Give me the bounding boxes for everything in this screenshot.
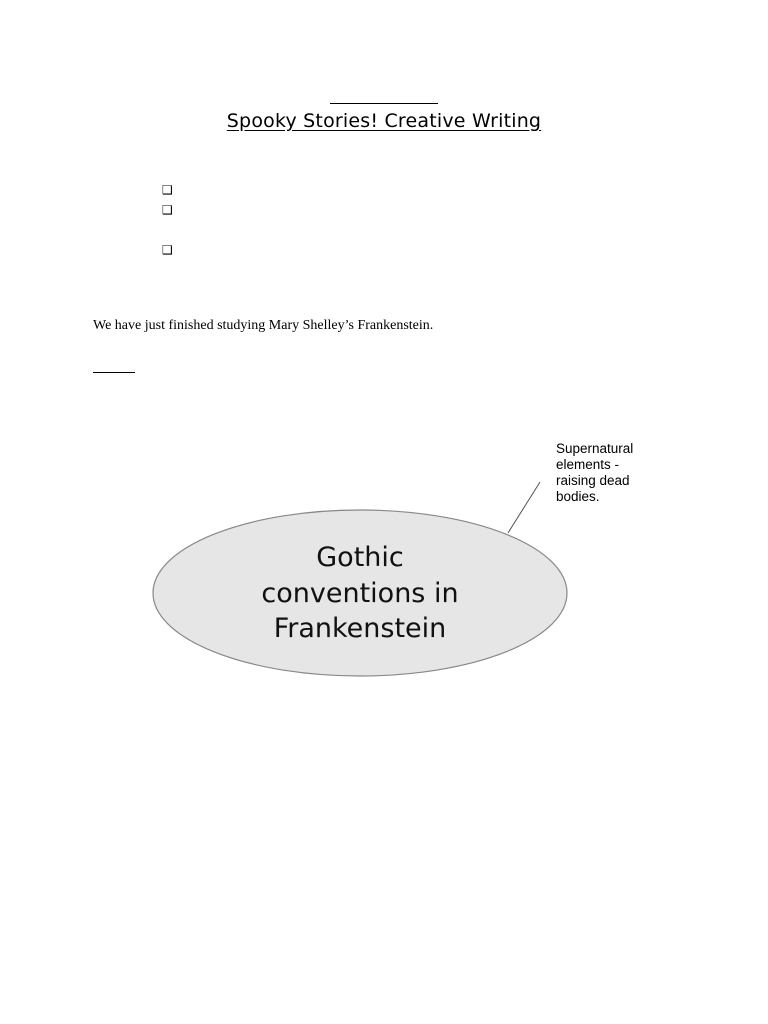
oval-line-2: conventions in [261, 578, 459, 609]
callout-line-4: bodies. [556, 489, 600, 504]
callout-connector [508, 482, 540, 533]
top-name-line [330, 103, 438, 104]
checkbox-3[interactable]: ❑ [162, 243, 173, 257]
oval-line-3: Frankenstein [273, 613, 447, 644]
callout-line-3: raising dead [556, 473, 630, 488]
callout-line-1: Supernatural [556, 441, 634, 456]
callout-supernatural [556, 441, 666, 505]
callout-line-2: elements - [556, 457, 620, 472]
short-underline [93, 372, 135, 373]
oval-line-1: Gothic [316, 542, 404, 573]
checkbox-2[interactable]: ❑ [162, 203, 173, 217]
intro-text: We have just finished studying Mary Shelley’s Frankenstein. [93, 318, 434, 333]
checkbox-1[interactable]: ❑ [162, 183, 173, 197]
page-title: Spooky Stories! Creative Writing [226, 110, 542, 132]
